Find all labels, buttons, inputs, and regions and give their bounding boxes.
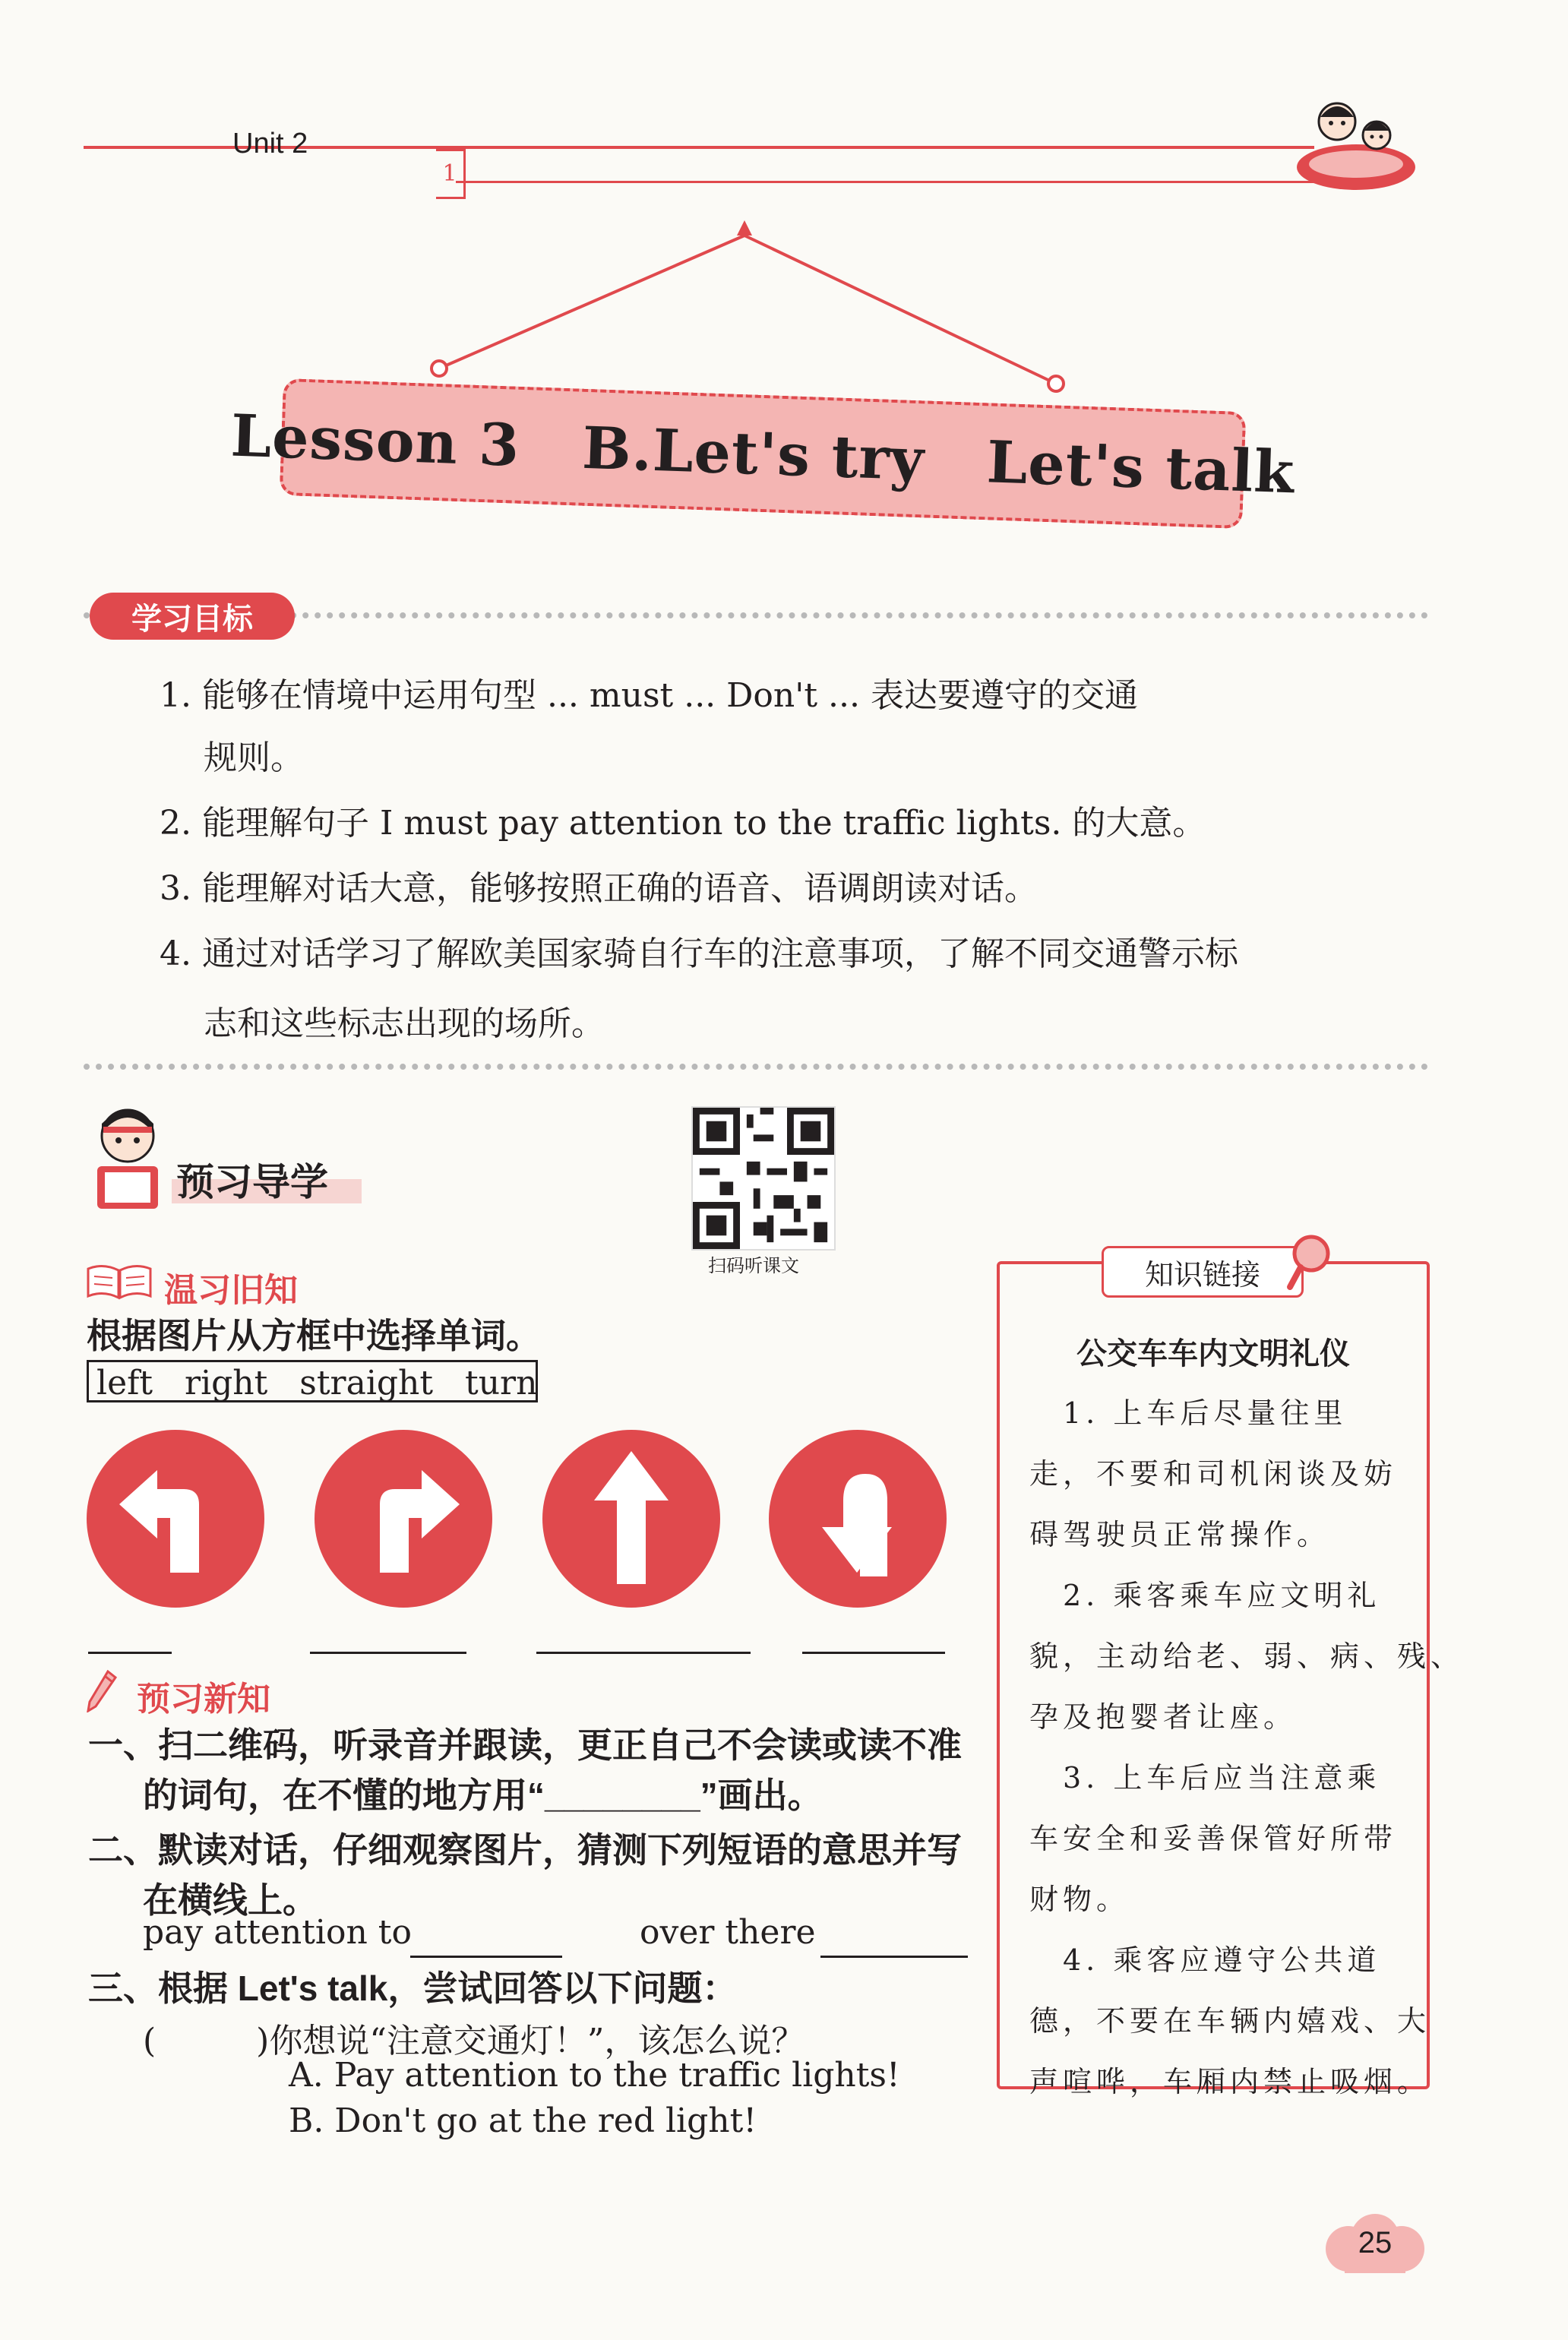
knowledge-line: 貌，主动给老、弱、病、残、 — [1029, 1640, 1465, 1673]
phrase-2: over there — [640, 1913, 816, 1952]
answer-blank[interactable] — [310, 1652, 466, 1654]
open-book-icon — [85, 1261, 153, 1301]
knowledge-line: 车安全和妥善保管好所带 — [1029, 1822, 1398, 1855]
question: ( )你想说“注意交通灯！”，该怎么说？ — [143, 2022, 805, 2060]
objective-item: 1. 能够在情境中运用句型 ... must ... Don't ... 表达要遵守的交通 — [160, 676, 1138, 715]
task-1-line-2: 的词句，在不懂的地方用“________”画出。 — [143, 1776, 823, 1815]
new-knowledge-title: 预习新知 — [137, 1681, 270, 1718]
straight-sign-icon — [541, 1428, 722, 1609]
task-3: 三、根据 Let's talk，尝试回答以下问题： — [88, 1968, 738, 2008]
u-turn-sign-icon — [767, 1428, 948, 1609]
preview-title: 预习导学 — [176, 1161, 328, 1203]
objective-item: 2. 能理解句子 I must pay attention to the traffic lights. 的大意。 — [160, 804, 1206, 843]
unit-label: Unit 2 — [232, 128, 308, 160]
objectives-tag: 学习目标 — [90, 593, 295, 640]
option-a: A. Pay attention to the traffic lights! — [289, 2056, 900, 2095]
objective-item: 规则。 — [204, 738, 304, 777]
header-rule-lower — [456, 181, 1314, 183]
pencil-icon — [87, 1670, 117, 1712]
unit-marker: 1 — [436, 149, 466, 199]
phrase-1-blank[interactable] — [410, 1956, 562, 1958]
knowledge-title: 公交车车内文明礼仪 — [1076, 1337, 1350, 1371]
knowledge-tag: 知识链接 — [1102, 1246, 1304, 1298]
qr-code-icon[interactable] — [691, 1106, 836, 1251]
children-mascot-icon — [1291, 91, 1421, 198]
knowledge-line: 走，不要和司机闲谈及妨 — [1029, 1457, 1398, 1491]
task-2-line-2: 在横线上。 — [143, 1880, 318, 1920]
knowledge-line: 声喧哗，车厢内禁止吸烟。 — [1029, 2065, 1431, 2098]
option-b: B. Don't go at the red light! — [289, 2101, 757, 2140]
knowledge-line: 孕及抱婴者让座。 — [1029, 1700, 1298, 1734]
phrase-2-blank[interactable] — [820, 1956, 968, 1958]
qr-caption: 扫码听课文 — [708, 1256, 799, 1276]
lesson-title: Lesson 3 B.Let's try Let's talk — [229, 401, 1296, 506]
answer-blank[interactable] — [802, 1652, 945, 1654]
answer-blank[interactable] — [88, 1652, 172, 1654]
knowledge-line: 碍驾驶员正常操作。 — [1029, 1518, 1331, 1551]
turn-left-sign-icon — [85, 1428, 266, 1609]
knowledge-line: 1. 上车后尽量往里 — [1029, 1396, 1348, 1430]
objective-item: 4. 通过对话学习了解欧美国家骑自行车的注意事项，了解不同交通警示标 — [160, 934, 1238, 973]
knowledge-line: 德，不要在车辆内嬉戏、大 — [1029, 2004, 1431, 2038]
objective-item: 志和这些标志出现的场所。 — [204, 1004, 605, 1043]
knowledge-line: 3. 上车后应当注意乘 — [1029, 1761, 1381, 1795]
task-2-line-1: 二、默读对话，仔细观察图片，猜测下列短语的意思并写 — [88, 1830, 962, 1870]
knowledge-line: 2. 乘客乘车应文明礼 — [1029, 1579, 1381, 1612]
turn-right-sign-icon — [313, 1428, 494, 1609]
page-number: 25 — [1358, 2226, 1393, 2259]
student-reading-icon — [90, 1105, 166, 1212]
task-1-line-1: 一、扫二维码，听录音并跟读，更正自己不会读或读不准 — [88, 1725, 962, 1765]
phrase-1: pay attention to — [143, 1913, 412, 1952]
review-instruction: 根据图片从方框中选择单词。 — [87, 1316, 541, 1355]
review-title: 温习旧知 — [164, 1272, 298, 1309]
objective-item: 3. 能理解对话大意，能够按照正确的语音、语调朗读对话。 — [160, 869, 1038, 908]
objectives-bottom-border — [84, 1064, 1428, 1070]
word-box: left right straight turn — [87, 1360, 538, 1402]
knowledge-line: 4. 乘客应遵守公共道 — [1029, 1943, 1381, 1977]
answer-blank[interactable] — [536, 1652, 751, 1654]
knowledge-line: 财物。 — [1029, 1883, 1130, 1916]
lesson-banner — [229, 378, 1296, 529]
magnifier-icon — [1284, 1231, 1337, 1292]
